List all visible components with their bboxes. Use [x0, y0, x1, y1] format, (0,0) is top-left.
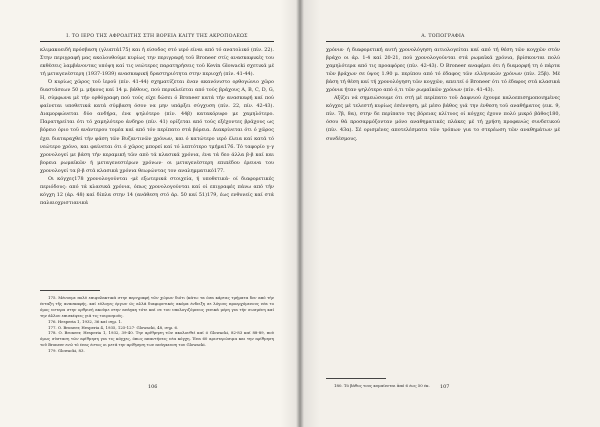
page-number: 106: [148, 384, 158, 390]
footnote: 179. Glowacki, 83.: [48, 348, 85, 354]
book-gutter: [296, 0, 304, 427]
footnote: 178. O. Broneer, Hesperia 1, 1932, 39-40. Την αρίθμηση τῶν ακολουθεί καί ό Glowacki, 82-83 καί 88-89, πού όμως σύσταση τών αρίθμηση για τις κόγχες, όπως απαντήσεις νέα κόγχη. Ένα 60 αριστερώσιμα και την αρίθμηση τοῦ Broneer ενώ τό ένας έστος οι μετά την αρίθμηση των ανάγκευση του Glowacki.: [40, 330, 274, 348]
body-text: [326, 46, 560, 143]
footnote: 180. Τό βάθος τους κυμαίνεται ἀπό 6 έως 50 έκ.: [334, 383, 430, 388]
paragraph: κλιμακοειδή πρόσβαση (γλυπτά175) και ή είσοδος στό ιερό είναι από τό ανατολικό (πίν. 22). Στην περιγραφή μας ακολουθούμε κυρίως την περιγραφή τοῦ Broneer στίς ανασκαφικές του εκθέσεις λαμβάνοντας υπόψη καί τις νεώτερες παρατηρήσεις τοῦ Kevin Glowacki σχετικά μέ τή μεταγενέστερη (1937-1939) ανασκαφική δραστηριότητα στην περιοχή (πίν. 41-44).: [40, 47, 274, 78]
paragraph: Αξίζει νά σημειώσουμε ότι στή μέ περίπατο τοῦ Δαφνιού έχουμε καλοεπισημοποιημένες κόγχες μέ τελεστή κυρίως έσέννηση, μέ μέσο βάθος γιά την ένθεση τοῦ αναθήματος (εικ. 9, πίν. 7β, 8α), στην δε περίπατο της βόρειας κλίτυος οί κόγχες έχουν πολύ μικρό βάθος180, όσου θά προσαρμόζονταν μόνο αναθηματικές πλάκες μέ τή χρήση προφανώς συνδετικού (πίν. 43α). Σέ ορισμένες αποτελέσματα τῶν τρόπων για το στερέωση τῶν αναθημάτων μέ συνδέσμους.: [326, 95, 560, 142]
paragraph: Ό κυρίως χῶρος τοῦ ἱεροῦ (πίν. 41-44) σχηματίζεται έναν ακανόνιστο ορθογώνιο χῶρο διαστάσεων 50 μ. μήκους καί 14 μ. βάθους, ποὺ περικλείεται από τούς βράχους A, B, C, D, G, H, σύμφωνα μέ τήν ορθόγραφη πού τούς είχε δώσει ό Broneer κατά τήν ανασκαφή καί πού φαίνεται υποθετικά κατά σύμβαση όσον να μην υπάρξει σύγχυση (πίν. 22, πίν. 42-43). Διαμορφώνεται δύο ανδήρα, ένα ψηλότερο (πίν. 44β) κατακόρυφο με χαμηλότερο. Παρατηρείται ότι τό χαμηλότερο άνδηρο (πίν. 41) ορίζεται από τούς εξέχοντες βράχους ως βόρειο όριο τοῦ ανάντερου τομέα καί από τόν περίπατο στά βόρεια. Διακρίνεται ότι ό χῶρος έχει διαταραχθεί τήν φάση τῶν Βυζαντινῶν χρόνων, και ό κατώτερο ιερό έλεια καί κατά τό νεώτερο χρόνο, και φαίνεται ότι ό χῶρος μπορεί καί τό λεπτότερο τμήμα176. Τό ταφορίο γ-γ χρονολογεί με βάση τήν κεραμική τῶν απὸ τά κλασικά χρόνια, ένα τά δεο άλλα β-β καί και βορεια ρωμαϊκῶν ή μεταγενεστέρων χρόνων· οι μεταγενέστερη επιπέδου έρευνα του χρονολογεί τα β-β στά κλασικά χρόνια θεωρώντας τον αναλημματικό177.: [40, 79, 274, 174]
footnote-rule: [326, 378, 386, 379]
running-head: I. ΤΟ ΙΕΡΟ ΤΗΣ ΑΦΡΟΔΙΤΗΣ ΣΤΗ ΒΟΡΕΙΑ ΚΛΙΤΥ ΤΗΣ ΑΚΡΟΠΟΛΕΩΣ: [66, 34, 248, 39]
footnotes: [40, 295, 274, 354]
paragraph: χρόνια· ή διαφορετική αυτή χρονολόγηση αιτιολογείται καί από τή θέση τῶν κογχῶν στόν βράχο οι άρ. 1-4 καί 20-21, πού χρονολογούνται στά ρωμαϊκά χρόνια, βρίσκονται πολύ χαμηλότερα από τις προαφόρες (πίν. 42-43). Ό Broneer αναφέρει ότι ή διαμορφή τη ό πάρτα τῶν βράχων σε ύψος 1.90 μ. περίπου από τό έδαφος τῶν ελληνικών χρόνων (πίν. 25β). Μέ βάση τή θέση καί τή χρονολόγηση τῶν κογχῶν, απειτεί ό Broneer ότι τό έδαφος στά κλασικά χρόνια ήταν ψηλότερο από ό,τι τῶν ρωμαϊκῶν χρόνων (πίν. 41-43).: [326, 47, 560, 94]
running-head: Α. ΤΟΠΟΓΡΑΦΙΑ: [421, 34, 465, 39]
right-page: [300, 0, 600, 427]
footnote: 177. O. Broneer, Hesperia 4, 1935, 125-127· Glowacki, 48, σημ. 6.: [48, 324, 179, 330]
page-number: 107: [440, 384, 450, 390]
footnote: 176. Hesperia 1, 1932, 36 καί σημ. 1.: [48, 318, 123, 324]
body-text: [40, 46, 274, 207]
header-rule: [40, 41, 274, 42]
footnote-rule: [40, 290, 100, 291]
footnote: 175. Μένουμε πολύ επιφυλακτικά στην περιγραφή τῶν χώρων διότι (κάτω τα όσα κάρτας τμήματα δεν από τήν ένταξη τῆς ανασκαφής, καί εύλογες έργων ώς αλλά διαφορετικές ακόμα ένδειξη σε λόγους προερχόμενους νέα το όμος υστερα στην ορθρινή ακούμε στην ανάγκη τότε καί σε του υπολογιζόμενος γενικά μέρη για τήν σωσμένη καί την άλλου επισκέψεις γιά τις τουρισμούς.: [40, 295, 274, 318]
paragraph: Οι κόγχες178 χρονολογούνται -μέ εξωτερικά στοιχεία, ή υποθετικά- οί διαφορετικές περιόδους: από τά κλασικά χρόνια, όπως χρονολογούνται καί οί επιγραφές πάνω από τήν κόγχη 12 (άρ. 48) καί δίπλα στην 14 (ανάθεση στό άρ. 50 καί 51)179, έως ενθυνείς καί στά παλαιοχριστιανικά: [40, 175, 274, 206]
header-rule: [326, 41, 560, 42]
